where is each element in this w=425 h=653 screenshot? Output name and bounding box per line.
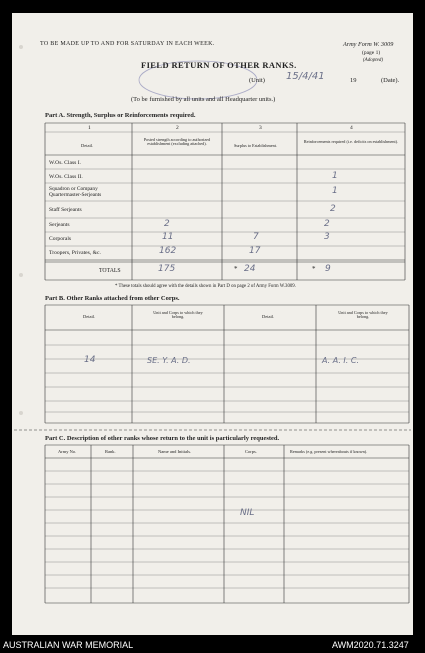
posted-value: 162: [159, 246, 177, 256]
reinf-value: 3: [324, 232, 330, 242]
total-surplus: 24: [244, 264, 256, 274]
furnish-note: (To be furnished by all units and all Headquarter units.): [131, 96, 276, 103]
date-handwritten: 15/4/41: [286, 71, 325, 82]
col-header-army-no: Army No.: [58, 449, 77, 454]
reinf-value: 1: [332, 186, 338, 196]
footer-source: AUSTRALIAN WAR MEMORIAL: [3, 640, 134, 650]
col-header-rank: Rank.: [105, 449, 116, 454]
reinf-value: 2: [330, 204, 336, 214]
total-asterisk: *: [234, 265, 238, 273]
col-number: 2: [176, 125, 179, 131]
col-header-surplus: Surplus to Establishment.: [234, 143, 277, 148]
posted-value: 11: [162, 232, 174, 242]
totals-label: TOTALS: [99, 268, 121, 274]
row-detail: Serjeants: [49, 222, 70, 228]
col-header-unit-corps: Unit and Corps to which they belong.: [338, 310, 388, 320]
adopted-label: (Adopted): [363, 58, 383, 63]
part-c-title: Part C. Description of other ranks whose return to the unit is particularly requested.: [45, 435, 280, 442]
attached-corps: A. A. I. C.: [322, 356, 359, 365]
posted-value: 2: [164, 219, 170, 229]
surplus-value: 7: [253, 232, 259, 242]
row-detail: Troopers, Privates, &c.: [49, 250, 101, 256]
col-header-remarks: Remarks (e.g. present whereabouts if known).: [290, 449, 368, 454]
col-number: 3: [259, 125, 262, 131]
totals-footnote: * These totals should agree with the details shown in Part D on page 2 of Army Form W.3009.: [115, 284, 296, 289]
row-detail: Corporals: [49, 236, 72, 242]
year-prefix: 19: [350, 77, 357, 84]
punch-hole: [19, 273, 23, 277]
punch-hole: [19, 45, 23, 49]
row-detail: Staff Serjeants: [49, 207, 82, 213]
total-posted: 175: [158, 264, 176, 274]
form-number: Army Form W. 3009: [343, 41, 394, 48]
total-reinf: 9: [325, 264, 331, 274]
col-number: 4: [350, 125, 353, 131]
unit-label: (Unit): [249, 77, 265, 84]
nil-entry: NIL: [240, 508, 255, 518]
attached-unit: SE. Y. A. D.: [147, 356, 191, 365]
col-header-detail: Detail.: [83, 314, 96, 319]
reinf-value: 1: [332, 171, 338, 181]
col-header-reinforcements: Reinforcements required (i.e. deficits on establishment).: [303, 139, 399, 144]
attached-detail: 14: [84, 355, 96, 365]
date-label: (Date).: [381, 77, 400, 84]
col-header-corps: Corps.: [245, 449, 257, 454]
col-header-unit-corps: Unit and Corps to which they belong.: [153, 310, 203, 320]
total-asterisk: *: [312, 265, 316, 273]
row-detail: W.Os. Class II.: [49, 174, 83, 180]
col-number: 1: [88, 125, 91, 131]
col-header-detail: Detail.: [262, 314, 275, 319]
surplus-value: 17: [249, 246, 261, 256]
col-header-name: Name and Initials.: [158, 449, 192, 454]
col-header-posted: Posted strength according to authorized establishment (excluding attached).: [143, 137, 211, 147]
reinf-value: 2: [324, 219, 330, 229]
punch-hole: [19, 411, 23, 415]
part-a-title: Part A. Strength, Surplus or Reinforcements required.: [45, 112, 196, 119]
page-title: FIELD RETURN OF OTHER RANKS.: [141, 60, 297, 70]
row-detail: Squadron or Company Quartermaster-Serjeants: [49, 186, 102, 199]
col-header-detail: Detail.: [81, 143, 94, 148]
page-number: (page 1): [362, 50, 381, 56]
row-detail: W.Os. Class I.: [49, 160, 81, 166]
part-b-title: Part B. Other Ranks attached from other Corps.: [45, 295, 180, 302]
footer-accession-number: AWM2020.71.3247: [332, 640, 409, 650]
instruction-text: TO BE MADE UP TO AND FOR SATURDAY IN EACH WEEK.: [40, 41, 215, 47]
